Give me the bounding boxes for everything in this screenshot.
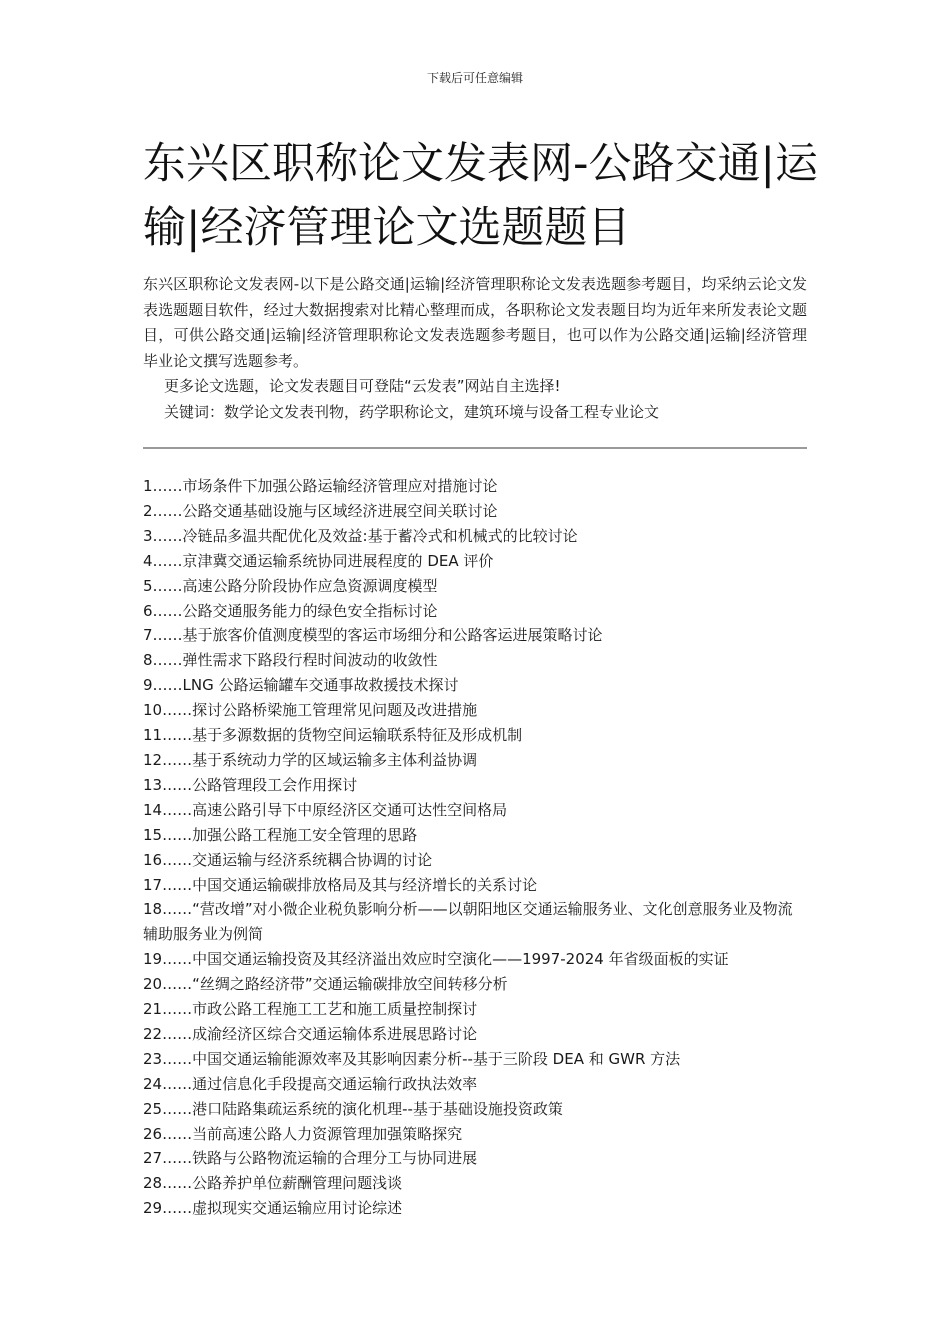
- topic-item: 13……公路管理段工会作用探讨: [143, 775, 358, 794]
- topic-item: 21……市政公路工程施工工艺和施工质量控制探讨: [143, 1000, 478, 1019]
- topic-item: 3……冷链品多温共配优化及效益:基于蓄冷式和机械式的比较讨论: [143, 526, 578, 545]
- topic-item: 14……高速公路引导下中原经济区交通可达性空间格局: [143, 800, 508, 819]
- topic-item: 27……铁路与公路物流运输的合理分工与协同进展: [143, 1149, 478, 1168]
- intro-paragraph: 东兴区职称论文发表网-以下是公路交通|运输|经济管理职称论文发表选题参考题目，均采纳云论文发表选题题目软件，经过大数据搜索对比精心整理而成，各职称论文发表题目均为近年来所发表论文题目，可供公路交通|运输|经济管理职称论文发表选题参考题目，也可以作为公路交通|运输|经济管理毕业论文撰写选题参考。: [143, 275, 807, 370]
- topic-item: 18……“营改增”对小微企业税负影响分析——以朝阳地区交通运输服务业、文化创意服务业及物流辅助服务业为例简: [143, 900, 793, 944]
- topic-item: 6……公路交通服务能力的绿色安全指标讨论: [143, 601, 438, 620]
- intro-section: [143, 272, 807, 425]
- topic-item: 7……基于旅客价值测度模型的客运市场细分和公路客运进展策略讨论: [143, 626, 603, 645]
- topic-item: 2……公路交通基础设施与区域经济进展空间关联讨论: [143, 501, 498, 520]
- topic-item: 12……基于系统动力学的区域运输多主体利益协调: [143, 750, 478, 769]
- topic-item: 8……弹性需求下路段行程时间波动的收敛性: [143, 651, 438, 670]
- topic-item: 4……京津冀交通运输系统协同进展程度的 DEA 评价: [143, 551, 494, 570]
- topic-item: 29……虚拟现实交通运输应用讨论综述: [143, 1199, 403, 1218]
- topic-item: 23……中国交通运输能源效率及其影响因素分析--基于三阶段 DEA 和 GWR 方法: [143, 1049, 681, 1068]
- topic-item: 22……成渝经济区综合交通运输体系进展思路讨论: [143, 1024, 478, 1043]
- topic-item: 19……中国交通运输投资及其经济溢出效应时空演化——1997-2024 年省级面板的实证: [143, 950, 729, 969]
- topic-item: 11……基于多源数据的货物空间运输联系特征及形成机制: [143, 726, 523, 745]
- topic-item: 1……市场条件下加强公路运输经济管理应对措施讨论: [143, 477, 498, 495]
- topic-item: 10……探讨公路桥梁施工管理常见问题及改进措施: [143, 701, 478, 720]
- topic-list: [143, 474, 807, 1221]
- topic-item: 20……“丝绸之路经济带”交通运输碳排放空间转移分析: [143, 975, 508, 994]
- topic-item: 5……高速公路分阶段协作应急资源调度模型: [143, 576, 438, 595]
- page-title: 东兴区职称论文发表网-公路交通|运输|经济管理论文选题题目: [143, 139, 819, 253]
- keywords-line: 关键词：数学论文发表刊物，药学职称论文，建筑环境与设备工程专业论文: [164, 402, 660, 421]
- topic-item: 17……中国交通运输碳排放格局及其与经济增长的关系讨论: [143, 875, 538, 894]
- topic-item: 25……港口陆路集疏运系统的演化机理--基于基础设施投资政策: [143, 1099, 563, 1118]
- more-topics-note: 更多论文选题，论文发表题目可登陆“云发表”网站自主选择!: [164, 377, 561, 395]
- topic-item: 16……交通运输与经济系统耦合协调的讨论: [143, 850, 433, 869]
- topic-item: 26……当前高速公路人力资源管理加强策略探究: [143, 1124, 463, 1143]
- section-divider: [143, 447, 807, 449]
- topic-item: 9……LNG 公路运输罐车交通事故救援技术探讨: [143, 676, 459, 695]
- topic-item: 28……公路养护单位薪酬管理问题浅谈: [143, 1174, 403, 1193]
- header-note: 下载后可任意编辑: [426, 71, 523, 85]
- topic-item: 24……通过信息化手段提高交通运输行政执法效率: [143, 1074, 478, 1093]
- topic-item: 15……加强公路工程施工安全管理的思路: [143, 825, 418, 844]
